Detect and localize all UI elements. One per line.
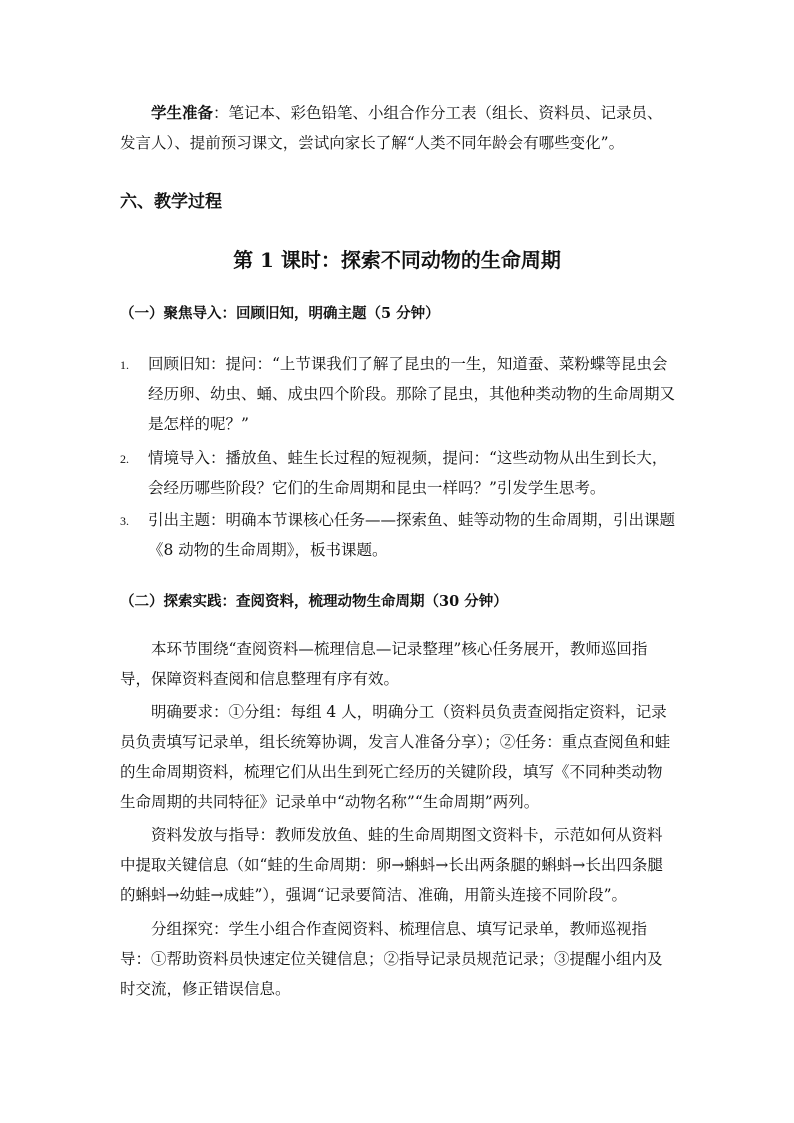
part1-heading: （一）聚焦导入：回顾旧知，明确主题（5 分钟） bbox=[120, 305, 440, 322]
section-title: 六、教学过程 bbox=[120, 192, 222, 212]
list-item bbox=[120, 505, 676, 565]
part2-paragraph: 明确要求：①分组：每组 4 人，明确分工（资料员负责查阅指定资料，记录员负责填写记录单，组长统筹协调，发言人准备分享）；②任务：重点查阅鱼和蛙的生命周期资料，梳理它们从出生到死亡经历的关键阶段，填写《不同种类动物生命周期的共同特征》记录单中“动物名称”“生命周期”两列。 bbox=[120, 703, 671, 811]
part2-paragraph: 分组探究：学生小组合作查阅资料、梳理信息、填写记录单，教师巡视指导：①帮助资料员快速定位关键信息；②指导记录员规范记录；③提醒小组内及时交流，修正错误信息。 bbox=[120, 920, 663, 998]
list-item-text: 情境导入：播放鱼、蛙生长过程的短视频，提问：“这些动物从出生到长大，会经历哪些阶段？它们的生命周期和昆虫一样吗？”引发学生思考。 bbox=[148, 449, 668, 497]
student-prep-text: ：笔记本、彩色铅笔、小组合作分工表（组长、资料员、记录员、发言人）、提前预习课文，尝试向家长了解“人类不同年龄会有哪些变化”。 bbox=[120, 104, 663, 152]
list-item bbox=[120, 349, 676, 439]
student-prep-paragraph bbox=[120, 98, 676, 158]
list-item bbox=[120, 443, 676, 503]
student-prep-label: 学生准备 bbox=[151, 103, 214, 122]
list-number: 2. bbox=[120, 452, 129, 466]
list-number: 3. bbox=[120, 514, 129, 528]
lesson-title: 第 1 课时：探索不同动物的生命周期 bbox=[233, 248, 561, 272]
part2-paragraph: 资料发放与指导：教师发放鱼、蛙的生命周期图文资料卡，示范如何从资料中提取关键信息（如“蛙的生命周期：卵→蝌蚪→长出两条腿的蝌蚪→长出四条腿的蝌蚪→幼蛙→成蛙”），强调“记录要简洁、准确，用箭头连接不同阶段”。 bbox=[120, 826, 663, 904]
list-item-text: 引出主题：明确本节课核心任务——探索鱼、蛙等动物的生命周期，引出课题《8 动物的生命周期》，板书课题。 bbox=[148, 511, 676, 559]
list-number: 1. bbox=[120, 358, 129, 372]
part2-heading: （二）探索实践：查阅资料，梳理动物生命周期（30 分钟） bbox=[120, 593, 508, 610]
part2-paragraph: 本环节围绕“查阅资料—梳理信息—记录整理”核心任务展开，教师巡回指导，保障资料查阅和信息整理有序有效。 bbox=[120, 640, 648, 688]
list-item-text: 回顾旧知：提问：“上节课我们了解了昆虫的一生，知道蚕、菜粉蝶等昆虫会经历卵、幼虫、蛹、成虫四个阶段。那除了昆虫，其他种类动物的生命周期又是怎样的呢？” bbox=[148, 355, 676, 433]
